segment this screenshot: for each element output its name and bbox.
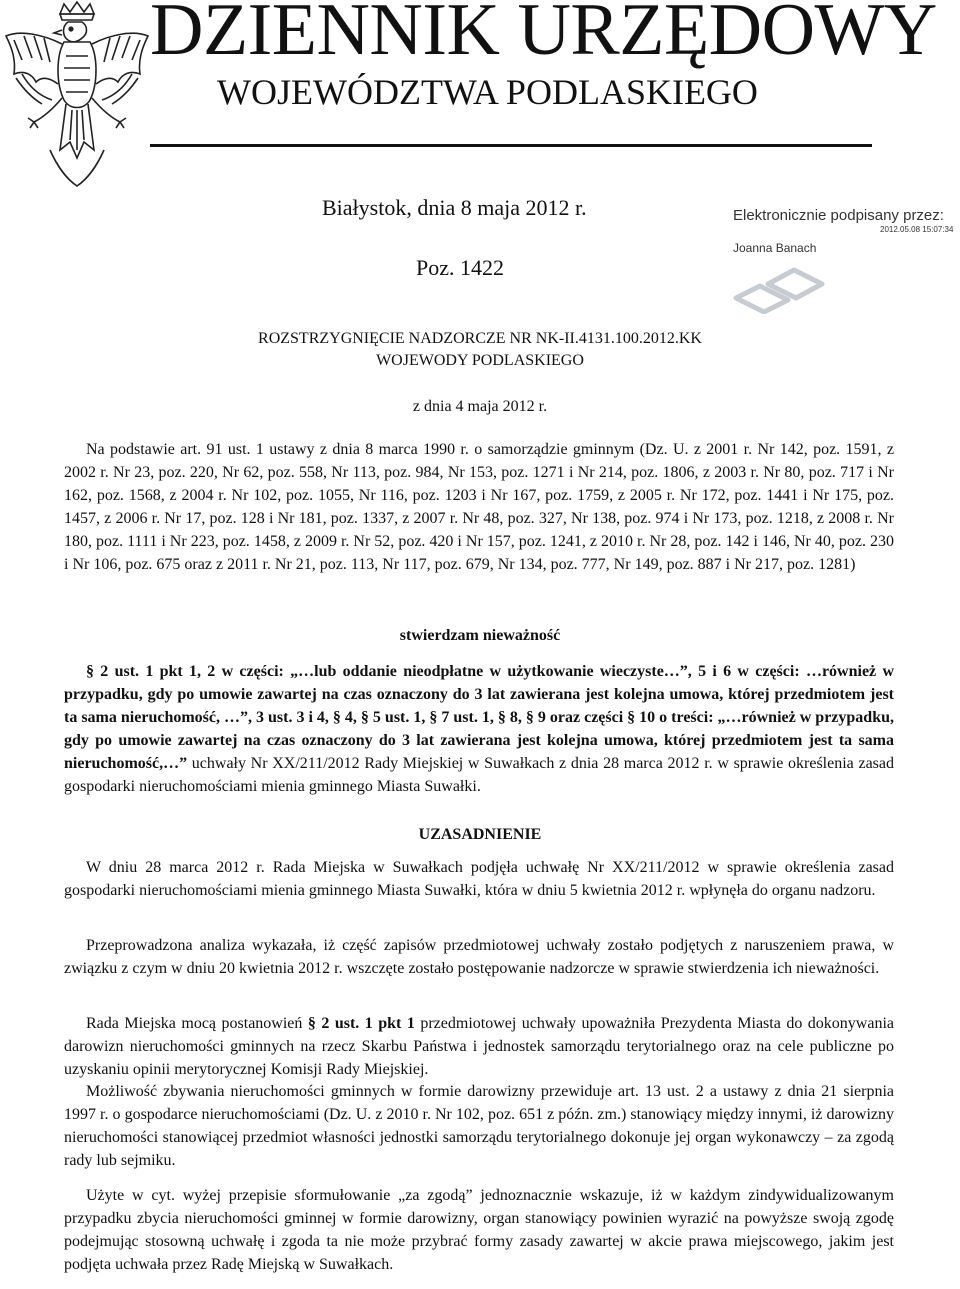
header-divider [150, 144, 872, 147]
signature-label: Elektronicznie podpisany przez: [733, 207, 944, 224]
position-number: Poz. 1422 [416, 255, 504, 280]
e-signature-logo-icon [730, 258, 840, 314]
signature-timestamp: 2012.05.08 15:07:34 [880, 225, 954, 234]
journal-subtitle: WOJEWÓDZTWA PODLASKIEGO [217, 72, 758, 112]
decision-text [64, 660, 894, 798]
decision-authority: WOJEWODY PODLASKIEGO [376, 352, 584, 369]
paragraph-3-start: Rada Miejska mocą postanowień [86, 1015, 308, 1032]
justification-paragraph-5: Użyte w cyt. wyżej przepisie sformułowanie „za zgodą” jednoznacznie wskazuje, iż w każdym zindywidualizowanym przypadku zbycia nieruchomości gminnej w formie darowizny, organ stanowiący powinien wyrazić na powyższe swoją zgodę podejmując stosowną uchwałę i zgoda ta nie może przybrać formy zasady zawartej w akcie prawa miejscowego, jakim jest podjęta uchwała przez Radę Miejską w Suwałkach. [64, 1187, 894, 1273]
justification-paragraph-2: Przeprowadzona analiza wykazała, iż część zapisów przedmiotowej uchwały zostało podjętych z naruszeniem prawa, w związku z czym w dniu 20 kwietnia 2012 r. wszczęte zostało postępowanie nadzorcze w sprawie stwierdzenia ich nieważności. [64, 937, 894, 977]
decision-title: ROZSTRZYGNIĘCIE NADZORCZE NR NK-II.4131.100.2012.KK [258, 330, 702, 347]
justification-heading: UZASADNIENIE [418, 826, 542, 843]
decision-heading: stwierdzam nieważność [399, 627, 561, 644]
decision-text-rest: uchwały Nr XX/211/2012 Rady Miejskiej w Suwałkach z dnia 28 marca 2012 r. w sprawie określenia zasad gospodarki nieruchomościami mienia gminnego Miasta Suwałki. [64, 755, 894, 795]
legal-basis: Na podstawie art. 91 ust. 1 ustawy z dnia 8 marca 1990 r. o samorządzie gminnym (Dz. U. z 2001 r. Nr 142, poz. 1591, z 2002 r. Nr 23, poz. 220, Nr 62, poz. 558, Nr 113, poz. 984, Nr 153, poz. 1271 i Nr 214, poz. 1806, z 2003 r. Nr 80, poz. 717 i Nr 162, poz. 1568, z 2004 r. Nr 102, poz. 1055, Nr 116, poz. 1203 i Nr 167, poz. 1759, z 2005 r. Nr 172, poz. 1441 i Nr 175, poz. 1457, z 2006 r. Nr 17, poz. 128 i Nr 181, poz. 1337, z 2007 r. Nr 48, poz. 327, Nr 138, poz. 974 i Nr 173, poz. 1218, z 2008 r. Nr 180, poz. 1111 i Nr 223, poz. 1458, z 2009 r. Nr 52, poz. 420 i Nr 157, poz. 1241, z 2010 r. Nr 28, poz. 142 i 146, Nr 40, poz. 230 i Nr 106, poz. 675 oraz z 2011 r. Nr 21, poz. 113, Nr 117, poz. 679, Nr 134, poz. 777, Nr 149, poz. 887 i Nr 217, poz. 1281) [64, 441, 894, 573]
signature-signer: Joanna Banach [733, 241, 817, 255]
decision-date: z dnia 4 maja 2012 r. [412, 398, 548, 415]
paragraph-3-end: przedmiotowej uchwały upoważniła Prezydenta Miasta do dokonywania darowizn nieruchomości gminnych na rzecz Skarbu Państwa i jednostek samorządu terytorialnego oraz na cele publiczne po uzyskaniu opinii merytorycznej Komisji Rady Miejskiej. [64, 1015, 895, 1078]
decision-text-bold: § 2 ust. 1 pkt 1, 2 w części: „…lub oddanie nieodpłatne w użytkowanie wieczyste…”, 5 i 6 w części: …również w przypadku, gdy po umowie zawartej na czas oznaczony do 3 lat zawierana jest kolejna umowa, której przedmiotem jest ta sama nieruchomość, …”, 3 ust. 3 i 4, § 4, § 5 ust. 1, § 7 ust. 1, § 8, § 9 oraz części § 10 o treści: „…również w przypadku, gdy po umowie zawartej na czas oznaczony do 3 lat zawierana jest kolejna umowa, której przedmiotem jest ta sama nieruchomość,…” [64, 663, 894, 772]
journal-title: DZIENNIK URZĘDOWY [150, 0, 937, 71]
justification-paragraph-3 [64, 1012, 894, 1081]
justification-paragraph-4: Możliwość zbywania nieruchomości gminnych w formie darowizny przewiduje art. 13 ust. 2 a ustawy z dnia 21 sierpnia 1997 r. o gospodarce nieruchomościami (Dz. U. z 2010 r. Nr 102, poz. 651 z późn. zm.) stanowiący między innymi, iż darowizny nieruchomości stanowiącej przedmiot własności jednostki samorządu terytorialnego dokonuje jej organ wykonawczy – za zgodą rady lub sejmiku. [64, 1083, 894, 1169]
polish-eagle-emblem-icon [2, 0, 152, 190]
justification-paragraph-1: W dniu 28 marca 2012 r. Rada Miejska w Suwałkach podjęła uchwałę Nr XX/211/2012 w sprawie określenia zasad gospodarki nieruchomościami mienia gminnego Miasta Suwałki, która w dniu 5 kwietnia 2012 r. wpłynęła do organu nadzoru. [64, 859, 894, 899]
place-date: Białystok, dnia 8 maja 2012 r. [322, 195, 587, 220]
paragraph-3-bold: § 2 ust. 1 pkt 1 [307, 1015, 415, 1032]
